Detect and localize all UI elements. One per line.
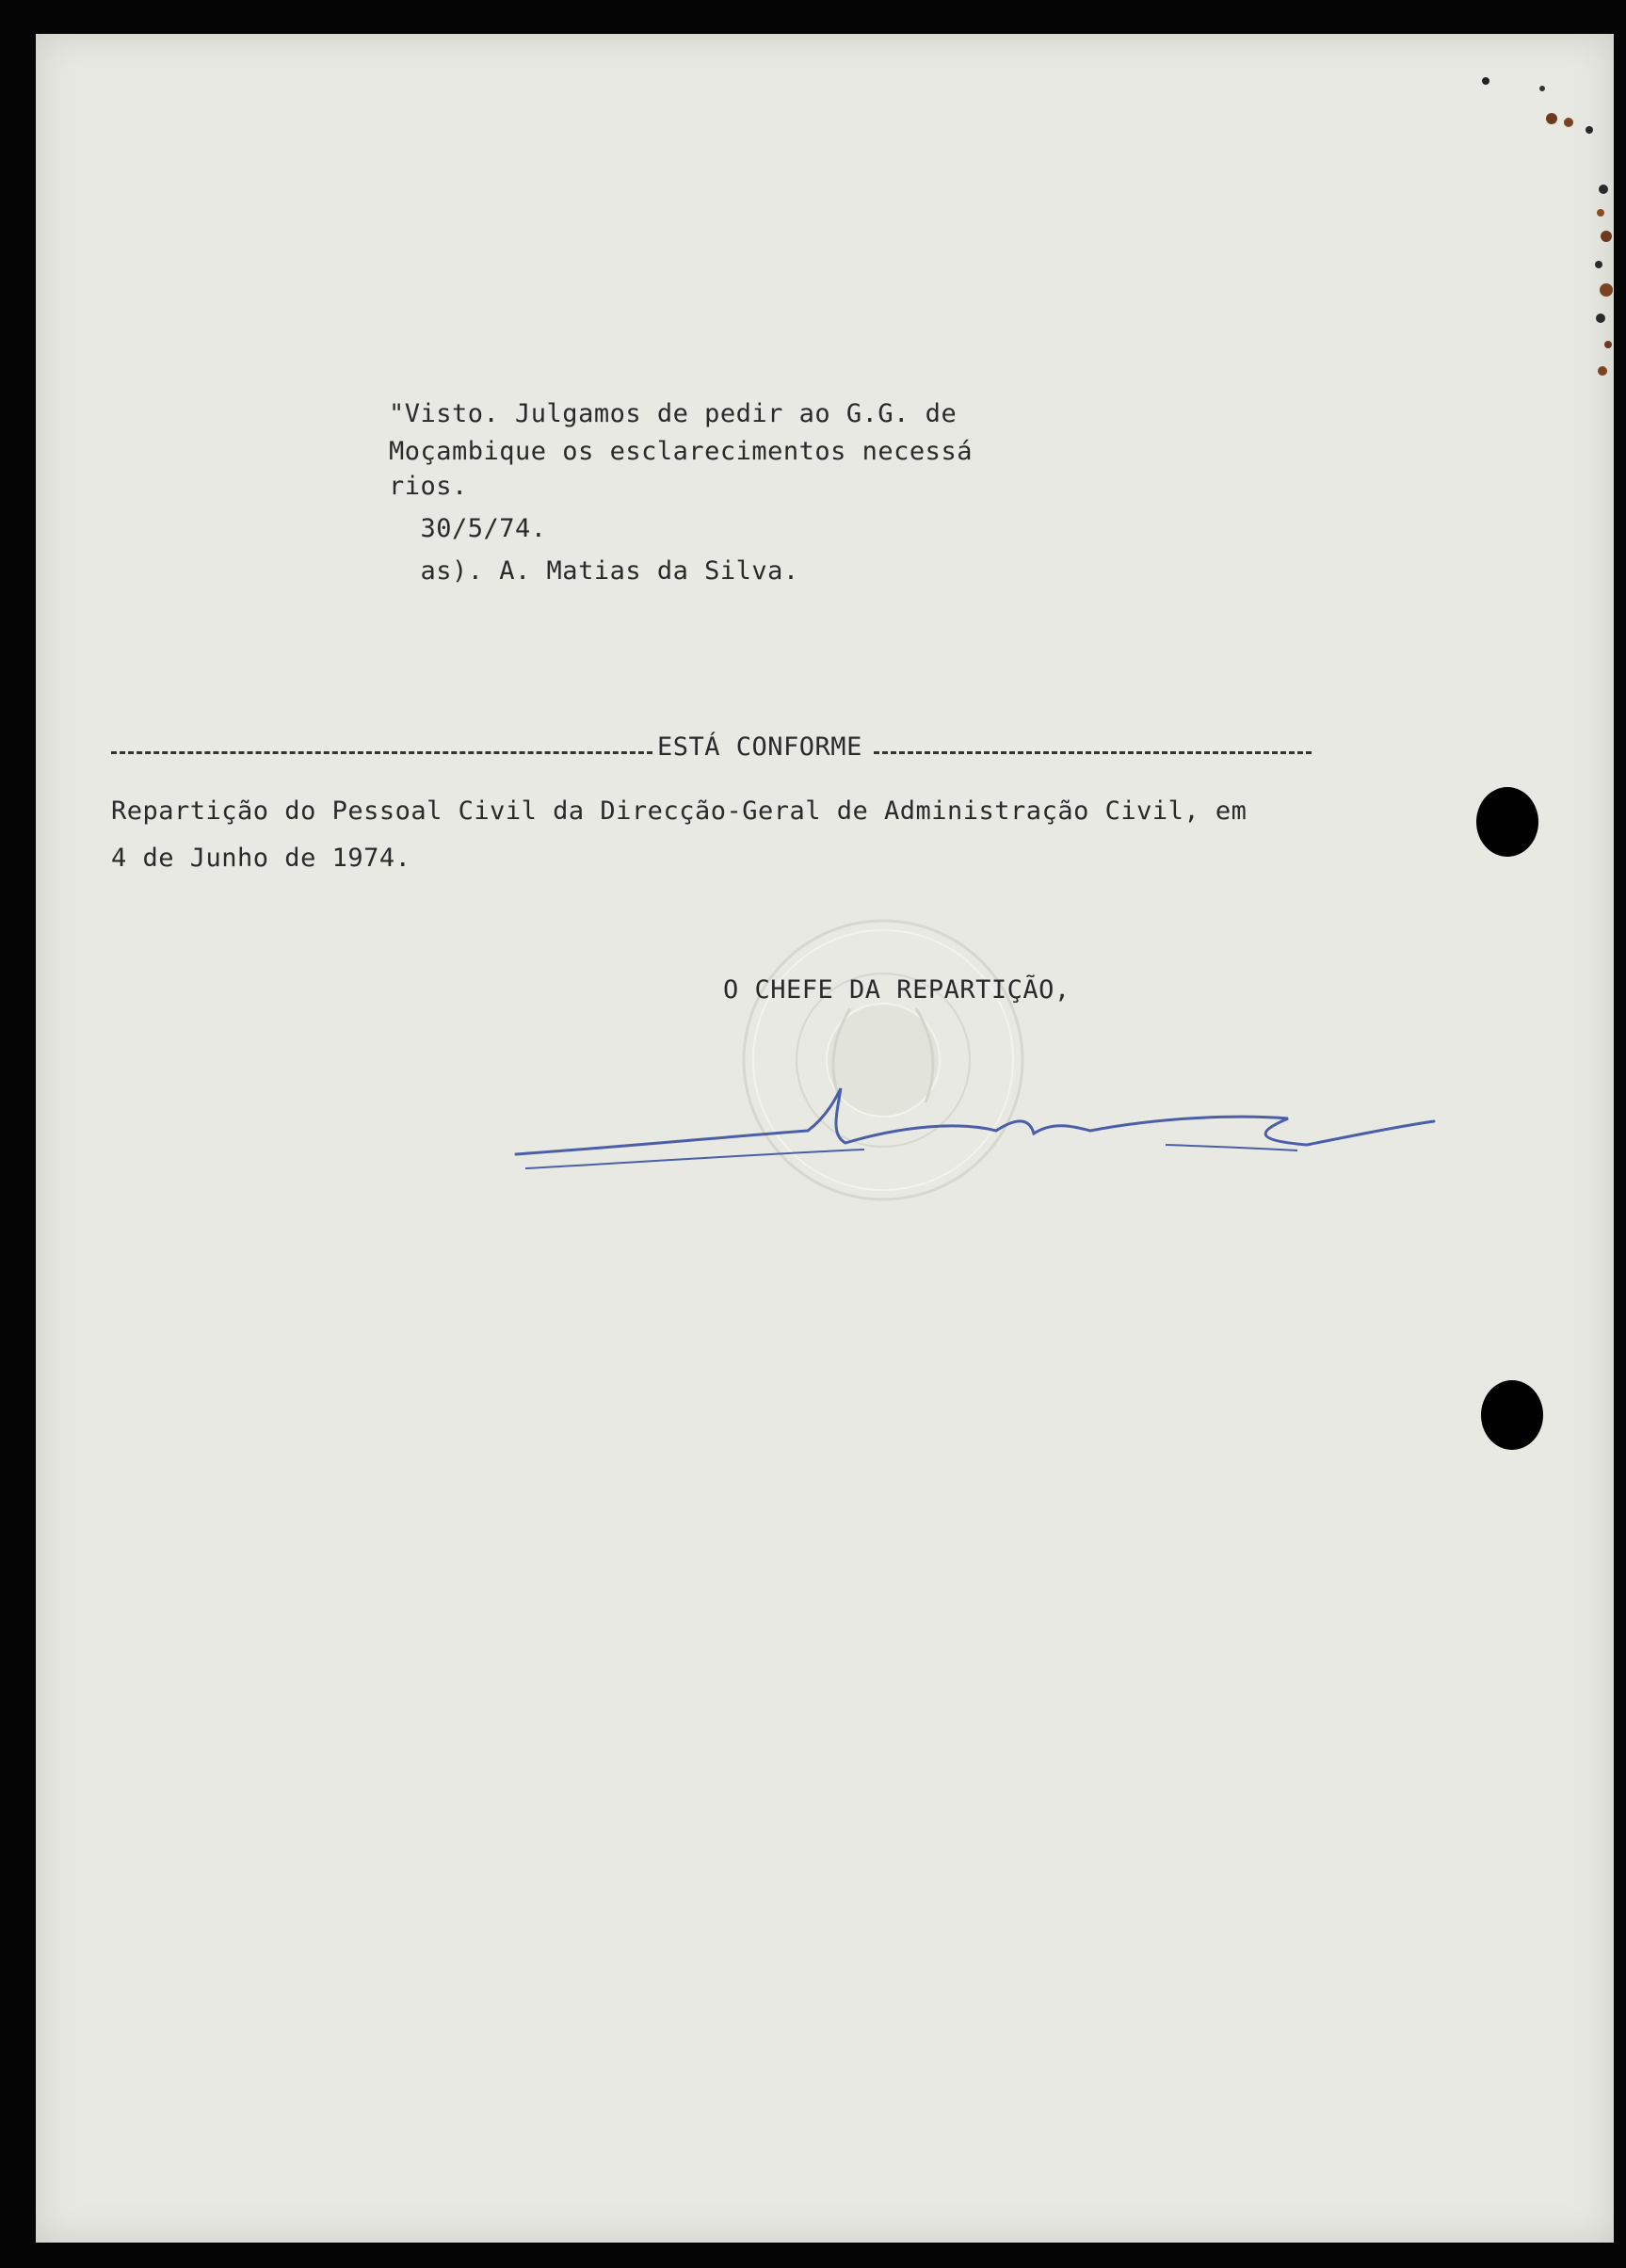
punch-hole-bottom — [1481, 1380, 1543, 1450]
order-signed-by: as). A. Matias da Silva. — [389, 556, 799, 586]
document-page — [36, 34, 1614, 2243]
order-line-1: "Visto. Julgamos de pedir ao G.G. de — [389, 399, 958, 428]
dashed-rule-left — [111, 751, 652, 754]
order-line-3: rios. — [389, 472, 468, 501]
attestation-line-2: 4 de Junho de 1974. — [111, 844, 411, 873]
attestation-line-1: Repartição do Pessoal Civil da Direcção-Geral de Administração Civil, em — [111, 796, 1248, 826]
conformity-rule — [111, 732, 1312, 764]
conformity-label: ESTÁ CONFORME — [657, 732, 862, 762]
order-date: 30/5/74. — [389, 514, 547, 543]
rust-specks-icon — [1354, 72, 1626, 392]
punch-hole-top — [1476, 787, 1538, 857]
handwritten-signature-icon — [507, 1079, 1439, 1192]
signatory-title: O CHEFE DA REPARTIÇÃO, — [723, 975, 1071, 1005]
order-line-2: Moçambique os esclarecimentos necessá — [389, 437, 973, 466]
dashed-rule-right — [874, 751, 1312, 754]
